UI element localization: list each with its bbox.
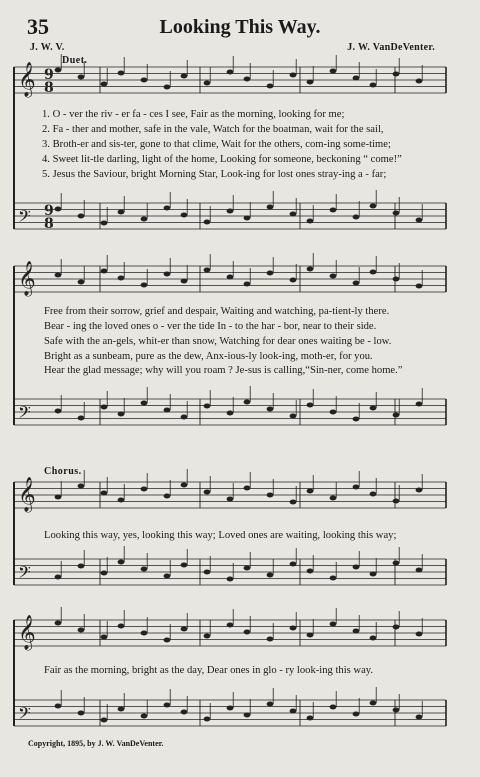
notehead <box>353 485 360 490</box>
notehead <box>101 269 108 274</box>
hymn-number: 35 <box>27 14 49 39</box>
notehead <box>393 561 400 566</box>
notehead <box>118 276 125 281</box>
notehead <box>353 565 360 570</box>
time-signature-digit: 8 <box>44 216 54 232</box>
notehead <box>290 73 297 78</box>
notehead <box>330 410 337 415</box>
verse-line-1a: 1. O - ver the riv - er fa - ces I see, Fair as the morning, looking for me; <box>42 109 345 120</box>
notehead <box>393 72 400 77</box>
notehead <box>227 623 234 628</box>
notehead <box>55 207 62 212</box>
notehead <box>416 488 423 493</box>
staff <box>14 687 446 727</box>
notehead <box>78 280 85 285</box>
notehead <box>164 408 171 413</box>
notehead <box>55 575 62 580</box>
notehead <box>353 629 360 634</box>
notehead <box>307 219 314 224</box>
verse-line-3b: Safe with the an-gels, whit-er than snow, Watching for dear ones waiting be - low. <box>44 336 392 347</box>
notehead <box>370 701 377 706</box>
notehead <box>118 624 125 629</box>
notehead <box>290 278 297 283</box>
staff <box>14 253 446 297</box>
notehead <box>164 206 171 211</box>
notehead <box>290 626 297 631</box>
notehead <box>181 627 188 632</box>
notehead <box>204 220 211 225</box>
notehead <box>101 405 108 410</box>
notehead <box>141 631 148 636</box>
notehead <box>290 212 297 217</box>
notehead <box>227 497 234 502</box>
notehead <box>164 494 171 499</box>
notehead <box>290 414 297 419</box>
notehead <box>204 490 211 495</box>
notehead <box>55 273 62 278</box>
notehead <box>307 716 314 721</box>
notehead <box>118 412 125 417</box>
bass-clef-icon: 𝄢 <box>18 562 31 586</box>
notehead <box>181 415 188 420</box>
staff <box>14 190 446 230</box>
notehead <box>244 282 251 287</box>
notehead <box>330 705 337 710</box>
notehead <box>244 400 251 405</box>
notehead <box>244 216 251 221</box>
notehead <box>181 710 188 715</box>
notehead <box>370 270 377 275</box>
notehead <box>141 487 148 492</box>
notehead <box>330 496 337 501</box>
notehead <box>78 628 85 633</box>
notehead <box>164 85 171 90</box>
notehead <box>101 635 108 640</box>
staff <box>14 386 446 426</box>
notehead <box>227 209 234 214</box>
verse-line-3a: 3. Broth-er and sis-ter, gone to that clime, Wait for the others, com-ing some-time; <box>42 139 391 150</box>
notehead <box>267 271 274 276</box>
notehead <box>55 409 62 414</box>
duet-label: Duet. <box>62 55 88 66</box>
notehead <box>118 71 125 76</box>
notehead <box>416 402 423 407</box>
time-signature-digit: 9 <box>44 203 54 219</box>
notehead <box>307 403 314 408</box>
notehead <box>78 484 85 489</box>
time-signature-digit: 8 <box>44 80 54 96</box>
notehead <box>227 70 234 75</box>
notehead <box>141 217 148 222</box>
verse-line-2b: Bear - ing the loved ones o - ver the tide In - to the har - bor, near to their side. <box>44 321 377 332</box>
notehead <box>244 486 251 491</box>
notehead <box>141 401 148 406</box>
notehead <box>101 82 108 87</box>
notehead <box>181 213 188 218</box>
chorus-label: Chorus. <box>44 466 82 477</box>
notehead <box>330 274 337 279</box>
notehead <box>227 706 234 711</box>
music-credit: J. W. VanDeVenter. <box>347 42 435 53</box>
notehead <box>416 568 423 573</box>
notehead <box>267 637 274 642</box>
verse-line-5a: 5. Jesus the Saviour, bright Morning Star, Look-ing for lost ones stray-ing a - far; <box>42 169 387 180</box>
chorus-line-2: Fair as the morning, bright as the day, Dear ones in glo - ry look-ing this way. <box>44 665 374 676</box>
chorus-line-1: Looking this way, yes, looking this way; Loved ones are waiting, looking this way; <box>44 530 397 541</box>
bass-clef-icon: 𝄢 <box>18 402 31 426</box>
notehead <box>244 77 251 82</box>
notehead <box>416 79 423 84</box>
notehead <box>78 75 85 80</box>
notehead <box>393 499 400 504</box>
notehead <box>227 275 234 280</box>
notehead <box>267 84 274 89</box>
time-signature-digit: 9 <box>44 67 54 83</box>
notehead <box>307 267 314 272</box>
notehead <box>78 564 85 569</box>
notehead <box>141 283 148 288</box>
notehead <box>164 638 171 643</box>
notehead <box>370 492 377 497</box>
notehead <box>416 218 423 223</box>
notehead <box>181 563 188 568</box>
notehead <box>244 630 251 635</box>
notehead <box>393 277 400 282</box>
notehead <box>267 407 274 412</box>
notehead <box>244 566 251 571</box>
notehead <box>307 80 314 85</box>
notehead <box>307 569 314 574</box>
notehead <box>370 572 377 577</box>
notehead <box>55 68 62 73</box>
notehead <box>393 708 400 713</box>
notehead <box>204 634 211 639</box>
notehead <box>55 621 62 626</box>
notehead <box>55 495 62 500</box>
notehead <box>267 493 274 498</box>
notehead <box>78 711 85 716</box>
notehead <box>164 272 171 277</box>
treble-clef-icon: 𝄞 <box>18 261 36 296</box>
notehead <box>141 714 148 719</box>
notehead <box>393 625 400 630</box>
notehead <box>101 718 108 723</box>
notehead <box>118 707 125 712</box>
notehead <box>204 404 211 409</box>
notehead <box>290 562 297 567</box>
notehead <box>204 81 211 86</box>
copyright-notice: Copyright, 1895, by J. W. VanDeVenter. <box>28 739 164 748</box>
notehead <box>78 416 85 421</box>
treble-clef-icon: 𝄞 <box>18 477 36 512</box>
notehead <box>393 413 400 418</box>
notehead <box>118 210 125 215</box>
notehead <box>227 411 234 416</box>
notehead <box>101 491 108 496</box>
notehead <box>416 284 423 289</box>
notehead <box>164 574 171 579</box>
notehead <box>353 417 360 422</box>
notehead <box>204 570 211 575</box>
notehead <box>290 500 297 505</box>
notehead <box>307 633 314 638</box>
notehead <box>267 702 274 707</box>
notehead <box>118 560 125 565</box>
verse-line-4a: 4. Sweet lit-tle darling, light of the home, Looking for someone, beckoning “ come!” <box>42 154 402 165</box>
verse-line-2a: 2. Fa - ther and mother, safe in the vale, Watch for the boatman, wait for the sail, <box>42 124 384 135</box>
notehead <box>55 704 62 709</box>
notehead <box>416 715 423 720</box>
bass-clef-icon: 𝄢 <box>18 703 31 727</box>
notehead <box>393 211 400 216</box>
notehead <box>267 205 274 210</box>
bass-clef-icon: 𝄢 <box>18 206 31 230</box>
notehead <box>101 221 108 226</box>
notehead <box>370 406 377 411</box>
notehead <box>204 717 211 722</box>
notehead <box>141 78 148 83</box>
notehead <box>204 268 211 273</box>
notehead <box>330 576 337 581</box>
notehead <box>141 567 148 572</box>
notehead <box>181 74 188 79</box>
notehead <box>290 709 297 714</box>
notehead <box>353 712 360 717</box>
notehead <box>353 215 360 220</box>
notehead <box>164 703 171 708</box>
notehead <box>244 713 251 718</box>
notehead <box>330 69 337 74</box>
notehead <box>353 76 360 81</box>
staff <box>14 607 446 651</box>
notehead <box>78 214 85 219</box>
verse-line-1b: Free from their sorrow, grief and despair, Waiting and watching, pa-tient-ly there. <box>44 306 390 317</box>
notehead <box>330 622 337 627</box>
notehead <box>118 498 125 503</box>
verse-line-4b: Bright as a sunbeam, pure as the dew, Anx-ious-ly look-ing, moth-er, for you. <box>44 351 373 362</box>
notehead <box>370 83 377 88</box>
notehead <box>307 489 314 494</box>
hymn-title: Looking This Way. <box>159 16 321 38</box>
notehead <box>227 577 234 582</box>
notehead <box>181 483 188 488</box>
staff <box>14 546 446 586</box>
notehead <box>267 573 274 578</box>
treble-clef-icon: 𝄞 <box>18 615 36 650</box>
verse-line-5b: Hear the glad message; why will you roam ? Je-sus is calling,“Sin-ner, come home.” <box>44 365 403 376</box>
notehead <box>370 204 377 209</box>
notehead <box>416 632 423 637</box>
notehead <box>181 279 188 284</box>
words-credit: J. W. V. <box>30 42 65 53</box>
notehead <box>353 281 360 286</box>
treble-clef-icon: 𝄞 <box>18 62 36 97</box>
notehead <box>370 636 377 641</box>
notehead <box>101 571 108 576</box>
notehead <box>330 208 337 213</box>
